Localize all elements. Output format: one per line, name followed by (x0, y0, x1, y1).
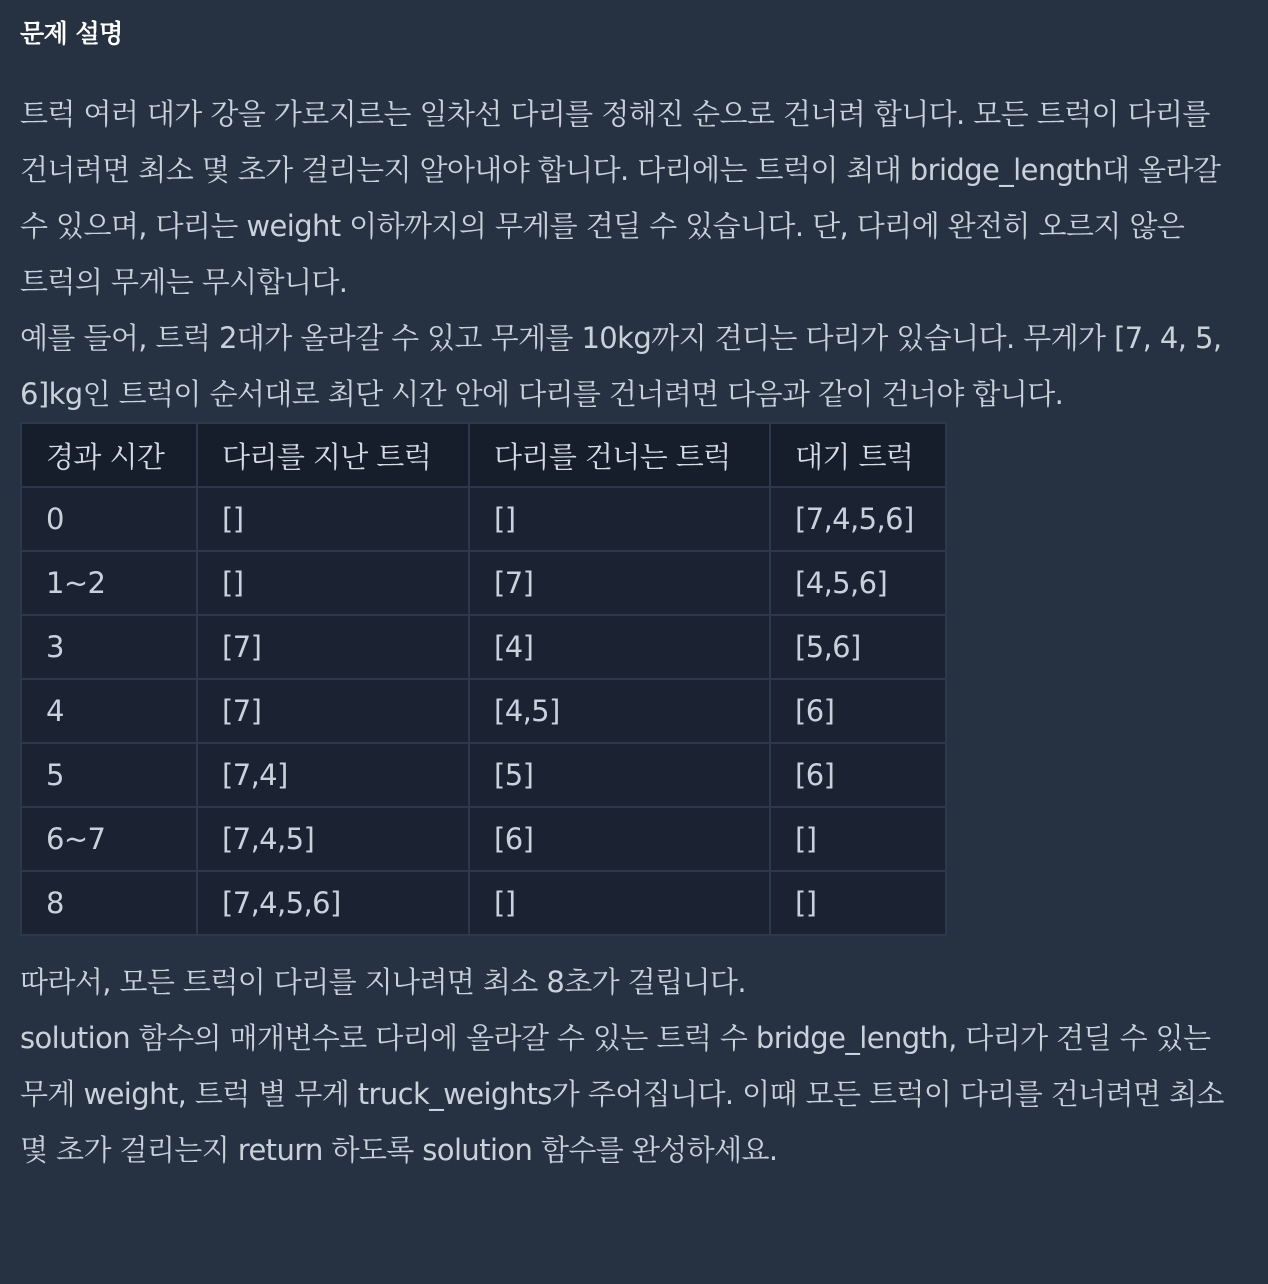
header-elapsed-time: 경과 시간 (21, 423, 197, 487)
cell-crossing-trucks: [] (469, 487, 770, 551)
cell-crossing-trucks: [4,5] (469, 679, 770, 743)
cell-passed-trucks: [7,4,5] (197, 807, 469, 871)
cell-passed-trucks: [7] (197, 679, 469, 743)
table-row (21, 551, 946, 615)
cell-elapsed-time: 8 (21, 871, 197, 935)
cell-waiting-trucks: [] (770, 871, 946, 935)
cell-elapsed-time: 0 (21, 487, 197, 551)
header-passed-trucks: 다리를 지난 트럭 (197, 423, 469, 487)
cell-passed-trucks: [7] (197, 615, 469, 679)
cell-elapsed-time: 3 (21, 615, 197, 679)
header-crossing-trucks: 다리를 건너는 트럭 (469, 423, 770, 487)
cell-elapsed-time: 6~7 (21, 807, 197, 871)
cell-crossing-trucks: [5] (469, 743, 770, 807)
table-header-row (21, 423, 946, 487)
conclusion-paragraph: 따라서, 모든 트럭이 다리를 지나려면 최소 8초가 걸립니다. (20, 965, 746, 999)
table-row (21, 615, 946, 679)
table-row (21, 807, 946, 871)
section-title: 문제 설명 (20, 19, 123, 48)
cell-waiting-trucks: [] (770, 807, 946, 871)
table-row (21, 679, 946, 743)
cell-crossing-trucks: [6] (469, 807, 770, 871)
table-row (21, 487, 946, 551)
cell-crossing-trucks: [4] (469, 615, 770, 679)
cell-elapsed-time: 4 (21, 679, 197, 743)
cell-crossing-trucks: [7] (469, 551, 770, 615)
cell-waiting-trucks: [5,6] (770, 615, 946, 679)
header-waiting-trucks: 대기 트럭 (770, 423, 946, 487)
table-row (21, 743, 946, 807)
table-row (21, 871, 946, 935)
cell-waiting-trucks: [6] (770, 743, 946, 807)
cell-elapsed-time: 1~2 (21, 551, 197, 615)
task-paragraph: solution 함수의 매개변수로 다리에 올라갈 수 있는 트럭 수 bridge_length, 다리가 견딜 수 있는 무게 weight, 트럭 별 무게 truck_weights가 주어집니다. 이때 모든 트럭이 다리를 건너려면 최소 몇 초가 걸리는지 return 하도록 solution 함수를 완성하세요. (20, 1021, 1224, 1167)
cell-waiting-trucks: [6] (770, 679, 946, 743)
cell-passed-trucks: [7,4,5,6] (197, 871, 469, 935)
cell-crossing-trucks: [] (469, 871, 770, 935)
example-paragraph: 예를 들어, 트럭 2대가 올라갈 수 있고 무게를 10kg까지 견디는 다리가 있습니다. 무게가 [7, 4, 5, 6]kg인 트럭이 순서대로 최단 시간 안에 다리를 건너려면 다음과 같이 건너야 합니다. (20, 321, 1222, 411)
cell-elapsed-time: 5 (21, 743, 197, 807)
simulation-table (20, 422, 947, 936)
cell-waiting-trucks: [7,4,5,6] (770, 487, 946, 551)
cell-passed-trucks: [7,4] (197, 743, 469, 807)
intro-paragraph: 트럭 여러 대가 강을 가로지르는 일차선 다리를 정해진 순으로 건너려 합니다. 모든 트럭이 다리를 건너려면 최소 몇 초가 걸리는지 알아내야 합니다. 다리에는 트럭이 최대 bridge_length대 올라갈 수 있으며, 다리는 weight 이하까지의 무게를 견딜 수 있습니다. 단, 다리에 완전히 오르지 않은 트럭의 무게는 무시합니다. (20, 97, 1221, 299)
cell-waiting-trucks: [4,5,6] (770, 551, 946, 615)
cell-passed-trucks: [] (197, 551, 469, 615)
cell-passed-trucks: [] (197, 487, 469, 551)
